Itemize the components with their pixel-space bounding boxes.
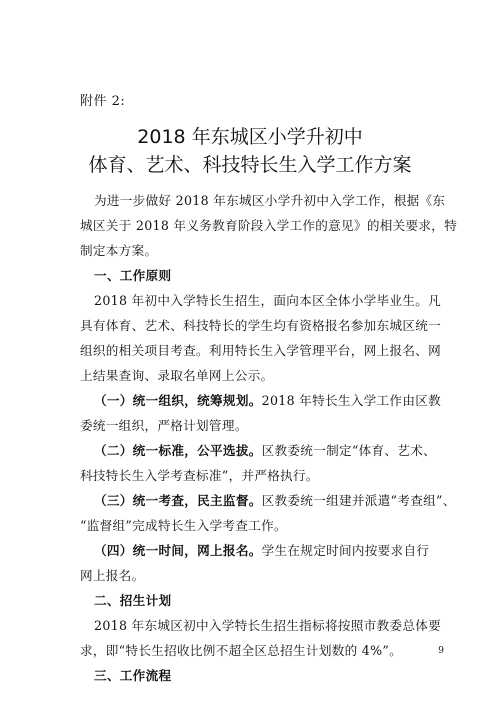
principle-line [80, 388, 442, 413]
principle-lead: （一）统一组织，统筹规划。 [94, 393, 262, 408]
body-line: 上结果查询、录取名单网上公示。 [80, 368, 274, 383]
body-line: 2018 年初中入学特长生招生，面向本区全体小学毕业生。凡 [94, 293, 442, 308]
principle-line [80, 538, 432, 563]
body-line: 城区关于 2018 年义务教育阶段入学工作的意见》的相关要求，特 [80, 218, 458, 233]
document-title-line-2: 体育、艺术、科技特长生入学工作方案 [88, 154, 412, 176]
section-heading: 三、工作流程 [94, 668, 172, 683]
body-line: 组织的相关项目考查。利用特长生入学管理平台，网上报名、网 [80, 343, 442, 358]
principle-text: 网上报名。 [80, 568, 145, 583]
section-heading: 二、招生计划 [94, 593, 172, 608]
principle-text: 区教委统一制定“体育、艺术、 [261, 443, 436, 458]
principle-line [80, 488, 456, 513]
body-line: 求，即“特长生招收比例不超全区总招生计划数的 4%”。 [80, 643, 403, 658]
body-line: 具有体育、艺术、科技特长的学生均有资格报名参加东城区统一 [80, 318, 442, 333]
principle-text: 委统一组织，严格计划管理。 [80, 418, 248, 433]
principle-text: 2018 年特长生入学工作由区教 [261, 393, 442, 408]
principle-line [80, 413, 432, 438]
principle-line [80, 438, 436, 463]
page-number: 9 [438, 646, 444, 656]
body-line: 制定本方案。 [80, 243, 158, 258]
principle-text: 区教委统一组建并派遣“考查组”、 [261, 493, 456, 508]
section-heading: 一、工作原则 [94, 268, 172, 283]
principle-lead: （二）统一标准，公平选拔。 [94, 443, 262, 458]
principle-text: “监督组”完成特长生入学考查工作。 [80, 518, 287, 533]
principle-line [80, 563, 432, 588]
principle-text: 科技特长生入学考查标准”，并严格执行。 [80, 468, 319, 483]
body-line: 为进一步做好 2018 年东城区小学升初中入学工作，根据《东 [94, 193, 446, 208]
document-body [80, 188, 458, 688]
attachment-label: 附件 2: [80, 94, 126, 109]
body-line: 2018 年东城区初中入学特长生招生指标将按照市教委总体要 [94, 618, 442, 633]
principle-lead: （三）统一考查，民主监督。 [94, 493, 262, 508]
document-title-line-1: 2018 年东城区小学升初中 [137, 126, 363, 148]
principle-line [80, 463, 432, 488]
principle-line [80, 513, 432, 538]
principle-lead: （四）统一时间，网上报名。 [94, 543, 262, 558]
principle-text: 学生在规定时间内按要求自行 [261, 543, 430, 558]
